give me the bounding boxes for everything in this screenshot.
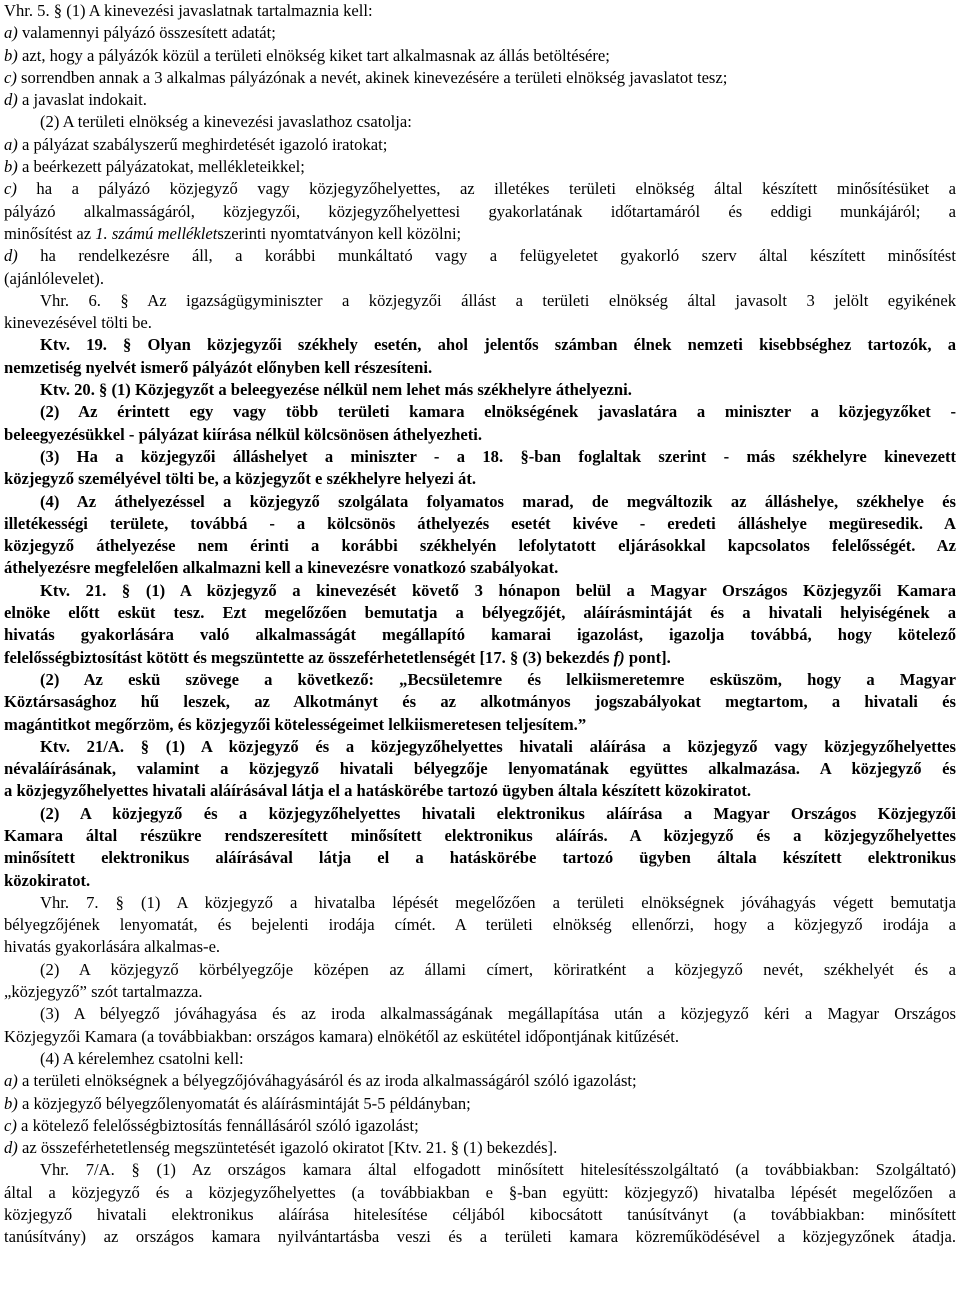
text-line bbox=[4, 691, 956, 713]
line-text: Köztársasághoz hű leszek, az Alkotmányt és az alkotmányos jogszabályokat megtartom, a hivatali és bbox=[4, 692, 956, 712]
line-text-continued: pont]. bbox=[624, 647, 671, 667]
text-line bbox=[4, 647, 956, 669]
text-line bbox=[4, 847, 956, 869]
line-text: Vhr. 5. § (1) A kinevezési javaslatnak tartalmaznia kell: bbox=[4, 1, 373, 20]
text-line bbox=[4, 892, 956, 914]
line-text: a pályázat szabályszerű meghirdetését igazoló iratokat; bbox=[17, 134, 388, 154]
line-text: közjegyző áthelyezése nem érinti a korábbi székhelyén lefolytatott eljárásokkal kapcsolatos felelősségét. Az bbox=[4, 536, 956, 556]
line-text: pályázó alkalmasságáról, közjegyzői, közjegyzőhelyettesi gyakorlatának időtartamáról és eddigi munkájáról; a bbox=[4, 201, 956, 221]
list-marker: d) bbox=[4, 90, 18, 110]
text-line bbox=[4, 424, 956, 446]
text-line bbox=[4, 67, 956, 89]
text-line bbox=[4, 580, 956, 602]
line-text: ha rendelkezésre áll, a korábbi munkáltató vagy a felügyeletet gyakorló szerv által készített minősítést bbox=[17, 246, 956, 266]
line-text: (2) Az eskü szövege a következő: „Becsületemre és lelkiismeretemre esküszöm, hogy a Magyar bbox=[40, 669, 956, 689]
text-line bbox=[4, 1003, 956, 1025]
line-text: Vhr. 7. § (1) A közjegyző a hivatalba lépését megelőzően a területi elnökségnek jóváhagyás végett bemutatja bbox=[40, 892, 956, 912]
text-line bbox=[4, 803, 956, 825]
line-text: bélyegzőjének lenyomatát, és bejelenti irodája címét. A területi elnökség ellenőrzi, hogy a közjegyző irodája a bbox=[4, 915, 956, 935]
line-text: által a közjegyző és a közjegyzőhelyettes (a továbbiakban e §-ban együtt: közjegyző) hivatalba lépését megelőzően a bbox=[4, 1182, 956, 1202]
text-line bbox=[4, 914, 956, 936]
text-line bbox=[4, 290, 956, 312]
line-text: (4) A kérelemhez csatolni kell: bbox=[40, 1048, 244, 1068]
line-text: (ajánlólevelet). bbox=[4, 268, 104, 288]
text-line bbox=[4, 780, 956, 802]
line-text: Vhr. 6. § Az igazságügyminiszter a közjegyzői állást a területi elnökség által javasolt 3 jelölt egyikének bbox=[40, 290, 956, 310]
text-line bbox=[4, 669, 956, 691]
text-line bbox=[4, 758, 956, 780]
text-line bbox=[4, 959, 956, 981]
line-text: magántitkot megőrzöm, és közjegyzői kötelességeimet lelkiismeretesen teljesítem.” bbox=[4, 714, 587, 734]
text-line bbox=[4, 491, 956, 513]
line-text: illetékességi területe, továbbá - a kölcsönös áthelyezés esetét kivéve - eredeti álláshelye megüresedik. A bbox=[4, 513, 956, 533]
line-text: felelősségbiztosítást kötött és megszüntette az összeférhetetlenségét [17. § (3) bekezdés bbox=[4, 647, 614, 667]
text-line bbox=[4, 134, 956, 156]
list-marker: b) bbox=[4, 1093, 18, 1113]
line-text: hivatás gyakorlására való alkalmasságát megállapító kamarai igazolást, igazolja továbbá, hogy kötelező bbox=[4, 625, 956, 645]
line-text: „közjegyző” szót tartalmazza. bbox=[4, 982, 203, 1002]
text-line bbox=[4, 624, 956, 646]
line-text: (2) A területi elnökség a kinevezési javaslathoz csatolja: bbox=[40, 112, 412, 132]
line-text: (2) A közjegyző körbélyegzője középen az állami címert, köriratként a közjegyző nevét, székhelyét és a bbox=[40, 959, 956, 979]
line-text: Ktv. 19. § Olyan közjegyzői székhely esetén, ahol jelentős számban élnek nemzeti kisebbséghez tartozók, a bbox=[40, 335, 956, 355]
italic-reference: f) bbox=[613, 647, 625, 667]
text-line bbox=[4, 201, 956, 223]
text-line bbox=[4, 1182, 956, 1204]
line-text: sorrendben annak a 3 alkalmas pályázónak a nevét, akinek kinevezésére a területi elnökség javaslatot tesz; bbox=[16, 67, 728, 87]
line-text: a közjegyzőhelyettes hivatali aláírásával látja el a hatáskörébe tartozó ügyben általa készített közokiratot. bbox=[4, 781, 752, 801]
text-line bbox=[4, 736, 956, 758]
line-text: minősített elektronikus aláírásával látja el a hatáskörébe tartozó ügyben általa készített elektronikus bbox=[4, 848, 956, 868]
line-text: Ktv. 21/A. § (1) A közjegyző és a közjegyzőhelyettes hivatali aláírása a közjegyző vagy közjegyzőhelyettes bbox=[40, 736, 956, 756]
text-line bbox=[4, 0, 956, 22]
line-text: közokiratot. bbox=[4, 870, 91, 890]
text-line bbox=[4, 1115, 956, 1137]
text-line bbox=[4, 870, 956, 892]
italic-reference: 1. számú melléklet bbox=[95, 223, 218, 243]
list-marker: a) bbox=[4, 23, 18, 43]
text-line bbox=[4, 1026, 956, 1048]
text-line bbox=[4, 1070, 956, 1092]
line-text: ha a pályázó közjegyző vagy közjegyzőhelyettes, az illetékes területi elnökség által készített minősítésüket a bbox=[16, 179, 956, 199]
line-text: Vhr. 7/A. § (1) Az országos kamara által elfogadott minősített hitelesítésszolgáltató (a továbbiakban: Szolgáltató) bbox=[40, 1160, 956, 1180]
line-text: tanúsítvány) az országos kamara nyilvántartásba veszi és a területi kamara közreműködésével a közjegyzőnek átadja. bbox=[4, 1227, 956, 1247]
text-line bbox=[4, 111, 956, 133]
line-text: Ktv. 20. § (1) Közjegyzőt a beleegyezése nélkül nem lehet más székhelyre áthelyezni. bbox=[40, 380, 632, 400]
line-text: Ktv. 21. § (1) A közjegyző a kinevezését követő 3 hónapon belül a Magyar Országos Közjegyzői Kamara bbox=[40, 580, 956, 600]
text-line bbox=[4, 1093, 956, 1115]
text-line bbox=[4, 446, 956, 468]
text-line bbox=[4, 245, 956, 267]
line-text: a kötelező felelősségbiztosítás fennállásáról szóló igazolást; bbox=[16, 1115, 419, 1135]
text-line bbox=[4, 1204, 956, 1226]
line-text: közjegyző hivatali elektronikus aláírása hitelesítése céljából kibocsátott tanúsítványt (a továbbiakban: minősített bbox=[4, 1205, 956, 1225]
line-text: azt, hogy a pályázók közül a területi elnökség kiket tart alkalmasnak az állás betöltésére; bbox=[17, 45, 610, 65]
line-text: Közjegyzői Kamara (a továbbiakban: országos kamara) elnökétől az eskütétel időpontjának kitűzését. bbox=[4, 1026, 680, 1046]
list-marker: c) bbox=[4, 67, 17, 87]
line-text: névaláírásának, valamint a közjegyző hivatali bélyegzője lenyomatának együttes alkalmazása. A közjegyző és bbox=[4, 759, 956, 779]
text-line bbox=[4, 22, 956, 44]
text-line bbox=[4, 468, 956, 490]
line-text: elnöke előtt esküt tesz. Ezt megelőzően bemutatja a bélyegzőjét, aláírásmintáját és a hivatali helyiségének a bbox=[4, 603, 956, 623]
text-line bbox=[4, 936, 956, 958]
text-line bbox=[4, 379, 956, 401]
text-line bbox=[4, 1159, 956, 1181]
line-text: (4) Az áthelyezéssel a közjegyző szolgálata folyamatos marad, de megváltozik az álláshelye, székhelye és bbox=[40, 491, 956, 511]
line-text: kinevezésével tölti be. bbox=[4, 313, 152, 333]
text-line bbox=[4, 401, 956, 423]
list-marker: a) bbox=[4, 134, 18, 154]
text-line bbox=[4, 156, 956, 178]
text-line bbox=[4, 1137, 956, 1159]
line-text: hivatás gyakorlására alkalmas-e. bbox=[4, 937, 221, 957]
text-line bbox=[4, 268, 956, 290]
list-marker: b) bbox=[4, 157, 18, 177]
line-text: (3) Ha a közjegyzői álláshelyet a miniszter - a 18. §-ban foglaltak szerint - más székhelyre kinevezett bbox=[40, 446, 956, 466]
line-text: beleegyezésükkel - pályázat kiírása nélkül kölcsönösen áthelyezheti. bbox=[4, 424, 482, 444]
text-line bbox=[4, 45, 956, 67]
text-line bbox=[4, 535, 956, 557]
line-text: valamennyi pályázó összesített adatát; bbox=[17, 23, 276, 43]
line-text: a területi elnökségnek a bélyegzőjóváhagyásáról és az iroda alkalmasságáról szóló igazolást; bbox=[17, 1071, 637, 1091]
list-marker: d) bbox=[4, 246, 18, 266]
line-text: a javaslat indokait. bbox=[17, 90, 147, 110]
line-text: az összeférhetetlenség megszüntetését igazoló okiratot [Ktv. 21. § (1) bekezdés]. bbox=[17, 1138, 558, 1158]
text-line bbox=[4, 312, 956, 334]
line-text-continued: szerinti nyomtatványon kell közölni; bbox=[217, 223, 462, 243]
line-text: közjegyző személyével tölti be, a közjegyzőt e székhelyre helyezi át. bbox=[4, 469, 476, 489]
text-line bbox=[4, 513, 956, 535]
line-text: minősítést az bbox=[4, 223, 96, 243]
line-text: a beérkezett pályázatokat, mellékleteikkel; bbox=[17, 157, 305, 177]
line-text: nemzetiség nyelvét ismerő pályázót előnyben kell részesíteni. bbox=[4, 357, 433, 377]
list-marker: a) bbox=[4, 1071, 18, 1091]
list-marker: d) bbox=[4, 1138, 18, 1158]
list-marker: c) bbox=[4, 179, 17, 199]
line-text: áthelyezésre megfelelően alkalmazni kell a kinevezésre vonatkozó szabályokat. bbox=[4, 558, 559, 578]
line-text: Kamara által részükre rendszeresített minősített elektronikus aláírás. A közjegyző és a közjegyzőhelyettes bbox=[4, 825, 956, 845]
text-line bbox=[4, 1048, 956, 1070]
text-line bbox=[4, 825, 956, 847]
text-line bbox=[4, 357, 956, 379]
text-line bbox=[4, 981, 956, 1003]
line-text: (3) A bélyegző jóváhagyása és az iroda alkalmasságának megállapítása után a közjegyző kéri a Magyar Országos bbox=[40, 1004, 956, 1024]
text-line bbox=[4, 557, 956, 579]
text-line bbox=[4, 714, 956, 736]
text-line bbox=[4, 223, 956, 245]
text-line bbox=[4, 89, 956, 111]
line-text: (2) Az érintett egy vagy több területi kamara elnökségének javaslatára a miniszter a közjegyzőket - bbox=[40, 402, 956, 422]
line-text: a közjegyző bélyegzőlenyomatát és aláírásmintáját 5-5 példányban; bbox=[17, 1093, 471, 1113]
text-line bbox=[4, 178, 956, 200]
list-marker: c) bbox=[4, 1115, 17, 1135]
text-line bbox=[4, 602, 956, 624]
text-line bbox=[4, 1226, 956, 1248]
line-text: (2) A közjegyző és a közjegyzőhelyettes hivatali elektronikus aláírása a Magyar Országos Közjegyzői bbox=[40, 803, 956, 823]
text-line bbox=[4, 334, 956, 356]
list-marker: b) bbox=[4, 45, 18, 65]
